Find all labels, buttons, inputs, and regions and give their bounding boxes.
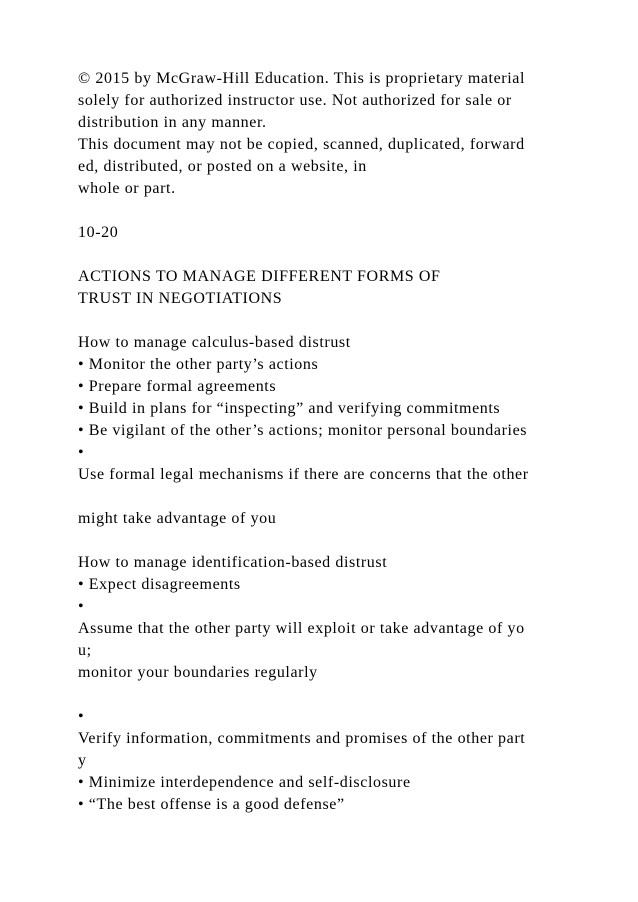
- blank-line: [78, 310, 618, 332]
- body-line: Use formal legal mechanisms if there are concerns that the other: [78, 466, 529, 483]
- body-line: monitor your boundaries regularly: [78, 664, 318, 681]
- copyright-line-1: © 2015 by McGraw-Hill Education. This is proprietary material: [78, 70, 526, 87]
- bullet-marker: •: [78, 708, 85, 725]
- bullet-marker: •: [78, 444, 85, 461]
- bullet-item: • Build in plans for “inspecting” and verifying commitments: [78, 400, 501, 417]
- body-line: might take advantage of you: [78, 510, 277, 527]
- heading-line-2: TRUST IN NEGOTIATIONS: [78, 290, 283, 307]
- bullet-item: • “The best offense is a good defense”: [78, 796, 345, 813]
- bullet-item: • Minimize interdependence and self-disclosure: [78, 774, 411, 791]
- blank-line: [78, 200, 618, 222]
- copyright-line-6: whole or part.: [78, 180, 176, 197]
- copyright-line-4: This document may not be copied, scanned, duplicated, forward: [78, 136, 525, 153]
- bullet-item: • Be vigilant of the other’s actions; monitor personal boundaries: [78, 422, 528, 439]
- body-line: u;: [78, 642, 92, 659]
- blank-line: [78, 530, 618, 552]
- copyright-line-2: solely for authorized instructor use. Not authorized for sale or: [78, 92, 512, 109]
- bullet-item: • Prepare formal agreements: [78, 378, 277, 395]
- bullet-marker: •: [78, 598, 85, 615]
- body-line: y: [78, 752, 87, 769]
- section-title-calculus: How to manage calculus-based distrust: [78, 334, 351, 351]
- copyright-line-5: ed, distributed, or posted on a website, in: [78, 158, 367, 175]
- heading-line-1: ACTIONS TO MANAGE DIFFERENT FORMS OF: [78, 268, 441, 285]
- blank-line: [78, 486, 618, 508]
- document-page: [78, 68, 618, 816]
- blank-line: [78, 244, 618, 266]
- slide-number: 10-20: [78, 224, 119, 241]
- bullet-item: • Monitor the other party’s actions: [78, 356, 319, 373]
- blank-line: [78, 684, 618, 706]
- copyright-line-3: distribution in any manner.: [78, 114, 267, 131]
- body-line: Assume that the other party will exploit or take advantage of yo: [78, 620, 525, 637]
- section-title-identification: How to manage identification-based distrust: [78, 554, 388, 571]
- body-line: Verify information, commitments and promises of the other part: [78, 730, 526, 747]
- bullet-item: • Expect disagreements: [78, 576, 241, 593]
